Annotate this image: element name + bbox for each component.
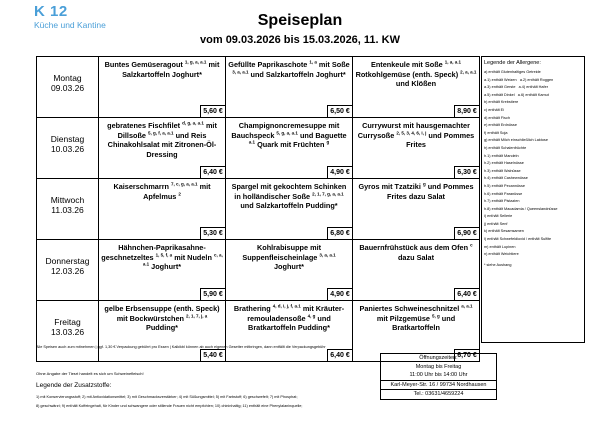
dish-text-part: Entenkeule mit Soße bbox=[370, 60, 443, 69]
dish-description bbox=[226, 240, 352, 272]
dish-text-part: mit Kräuter-remouladensoße bbox=[247, 304, 345, 323]
dish-text-part: Gefüllte Paprikaschote bbox=[228, 60, 308, 69]
allergen-row bbox=[484, 122, 582, 130]
dish-text-part: und Pommes Frites bbox=[406, 130, 475, 149]
allergen-item: k) enthält Sesamsamen bbox=[484, 229, 524, 234]
allergen-codes: d, g, a, a.1 bbox=[182, 120, 204, 126]
dish-price: 6,40 € bbox=[454, 288, 479, 300]
allergen-codes: 4, g bbox=[307, 313, 316, 319]
dish-text-part: und Bratkartoffeln bbox=[392, 313, 456, 332]
allergen-row bbox=[484, 145, 582, 153]
allergen-list bbox=[484, 69, 582, 259]
hours-address: Karl-Meyer-Str. 16 / 99734 Nordhausen bbox=[381, 380, 496, 391]
allergen-item: h.5) enthält Pecannüsse bbox=[484, 183, 525, 188]
dish-text-part: gebratenes Fischfilet bbox=[107, 121, 181, 130]
allergen-row bbox=[484, 191, 582, 199]
dish-price: 6,40 € bbox=[327, 349, 352, 361]
opening-hours-box bbox=[380, 353, 497, 400]
allergen-row bbox=[484, 228, 582, 236]
allergen-item: g) enthält Milch einschließlich Laktose bbox=[484, 138, 548, 143]
page-subtitle: vom 09.03.2026 bis 15.03.2026, 11. KW bbox=[200, 34, 400, 46]
allergen-codes: 2 bbox=[178, 191, 181, 197]
allergen-item: h.6) enthält Paranüsse bbox=[484, 191, 523, 196]
day-cell bbox=[37, 118, 99, 179]
dish-text-part: Champignoncremesuppe mit Bauchspeck bbox=[231, 121, 340, 140]
dish-text-part: Gyros mit Tzatziki bbox=[358, 182, 421, 191]
allergen-item: h.8) enthält Macadamia / Queenslandnüsse bbox=[484, 206, 558, 211]
allergen-row bbox=[484, 137, 582, 145]
allergen-item: l) enthält Schwefeldioxid / enthält Sulfite bbox=[484, 237, 552, 242]
allergen-item: b) enthält Krebstiere bbox=[484, 100, 519, 105]
allergen-item: h) enthält Schalenfrüchte bbox=[484, 145, 527, 150]
allergen-row bbox=[484, 69, 582, 77]
dish-text-part: Brathering bbox=[233, 304, 271, 313]
allergen-row bbox=[484, 107, 582, 115]
day-name: Freitag bbox=[54, 317, 81, 327]
additives-line-1: 1) mit Konservierungsstoff; 2) mit Antioxidationsmittel; 3) mit Geschmacksverstärker; 4) mit Süßungsmittel; 5) mit Farbstoff; 6) geschwefelt; 7) mit Phosphat; bbox=[36, 395, 298, 399]
dish-description bbox=[99, 301, 225, 333]
dish-description bbox=[226, 301, 352, 333]
allergen-codes: 5, g, a, a.1 bbox=[276, 130, 298, 136]
allergen-codes: 1, a, a.1 bbox=[444, 59, 462, 65]
dish-cell bbox=[99, 118, 226, 179]
dish-price: 6,80 € bbox=[327, 227, 352, 239]
allergen-note: * siehe Aushang bbox=[484, 262, 512, 267]
allergen-item: d) enthält Fisch bbox=[484, 115, 510, 120]
dish-cell bbox=[353, 118, 480, 179]
allergen-codes: 4, d, i, j, f, a.1 bbox=[272, 303, 301, 309]
allergen-row bbox=[484, 236, 582, 244]
hours-time: 11:00 Uhr bis 14:00 Uhr bbox=[409, 372, 468, 379]
day-cell bbox=[37, 179, 99, 240]
allergen-item: e) enthält Erdnüsse bbox=[484, 123, 517, 128]
allergen-codes: g bbox=[422, 181, 426, 187]
dish-text-part: und Baguette bbox=[299, 130, 347, 140]
dish-price: 4,90 € bbox=[327, 166, 352, 178]
allergen-legend bbox=[481, 56, 585, 343]
allergen-codes: 1, 5, f, a bbox=[155, 252, 173, 258]
allergen-row bbox=[484, 130, 582, 138]
allergen-item: h.4) enthält Cashewnüsse bbox=[484, 176, 528, 181]
dish-text-part: Buntes Gemüseragout bbox=[104, 60, 183, 69]
allergen-codes: a, a.1 bbox=[461, 303, 473, 309]
hours-title: Öffnungszeiten: bbox=[419, 355, 458, 361]
dish-text-part: mit Dillsoße bbox=[117, 121, 217, 140]
dish-description bbox=[353, 118, 479, 150]
day-cell bbox=[37, 301, 99, 362]
dish-price: 5,60 € bbox=[200, 105, 225, 117]
dish-text-part: mit Pilzgemüse bbox=[376, 313, 430, 323]
day-date: 11.03.26 bbox=[51, 205, 84, 215]
dish-cell bbox=[353, 179, 480, 240]
allergen-legend-title: Legende der Allergene: bbox=[484, 60, 541, 66]
day-date: 13.03.26 bbox=[50, 327, 85, 337]
allergen-row bbox=[484, 115, 582, 123]
allergen-row bbox=[484, 160, 582, 168]
allergen-item: h.1) enthält Mandeln bbox=[484, 153, 519, 158]
dish-text-part: mit Salzkartoffeln Joghurt* bbox=[122, 60, 220, 79]
dish-cell bbox=[353, 240, 480, 301]
day-cell bbox=[37, 57, 99, 118]
allergen-item: a.4) enthält Hafer bbox=[518, 85, 548, 90]
dish-price: 5,90 € bbox=[200, 288, 225, 300]
allergen-item: f) enthält Soja bbox=[484, 130, 508, 135]
dish-cell bbox=[226, 240, 353, 301]
dish-price: 5,30 € bbox=[200, 227, 225, 239]
allergen-codes: 5, g bbox=[431, 313, 440, 319]
day-cell bbox=[37, 240, 99, 301]
dish-cell bbox=[99, 301, 226, 362]
dish-description bbox=[226, 118, 352, 150]
dish-description bbox=[353, 57, 479, 89]
logo-mark: K 12 bbox=[34, 3, 68, 20]
day-name: Donnerstag bbox=[45, 256, 90, 266]
dish-text-part: Bauernfrühstück aus dem Ofen bbox=[359, 243, 469, 252]
allergen-row bbox=[484, 168, 582, 176]
dish-cell bbox=[226, 118, 353, 179]
dish-price: 6,40 € bbox=[200, 166, 225, 178]
menu-row bbox=[37, 118, 480, 179]
allergen-row bbox=[484, 153, 582, 161]
dish-price: 6,50 € bbox=[327, 105, 352, 117]
dish-text-part: und Salzkartoffeln Pudding* bbox=[240, 201, 338, 210]
allergen-item: c) enthält Ei bbox=[484, 107, 505, 112]
allergen-codes: 7, c, g, a, a.1 bbox=[171, 181, 198, 187]
dish-text-part: Spargel mit gekochtem Schinken in holländischer Soße bbox=[231, 182, 347, 201]
additives-line-2: 8) geschwärzt; 9) enthält Koffeingehalt, für Kinder und schwangere oder stillende Frauen nicht empfohlen; 10) chininhaltig; 11) enthält eine Phenylalaninquelle; bbox=[36, 404, 303, 408]
dish-description bbox=[99, 57, 225, 79]
dish-text-part: Joghurt* bbox=[151, 262, 182, 271]
allergen-row bbox=[484, 99, 582, 107]
allergen-item: n) enthält Weichtiere bbox=[484, 252, 519, 257]
dish-price: 8,90 € bbox=[454, 105, 479, 117]
allergen-item: a.6) enthält Kamut bbox=[517, 92, 549, 97]
dish-description bbox=[353, 179, 479, 201]
allergen-codes: 1, g, a, a.1 bbox=[184, 59, 207, 65]
allergen-codes: c, a, a.1 bbox=[142, 252, 223, 267]
dish-price: 6,90 € bbox=[454, 227, 479, 239]
dish-text-part: und Reis Chinakohlsalat mit Zitronen-Öl-Dressing bbox=[107, 130, 217, 159]
dish-cell bbox=[99, 240, 226, 301]
dish-description bbox=[99, 240, 225, 272]
dish-cell bbox=[226, 57, 353, 118]
allergen-row bbox=[484, 244, 582, 252]
allergen-codes: 3, a, a.1 bbox=[319, 252, 336, 258]
allergen-row bbox=[484, 251, 582, 259]
allergen-codes: 2, 5, 3, 4, 6, i, j bbox=[396, 130, 427, 136]
allergen-codes: c bbox=[470, 242, 473, 248]
dish-description bbox=[353, 301, 479, 333]
dish-price: 5,40 € bbox=[200, 349, 225, 361]
dish-description bbox=[226, 57, 352, 79]
dish-description bbox=[99, 118, 225, 159]
allergen-row bbox=[484, 221, 582, 229]
dish-cell bbox=[99, 179, 226, 240]
logo-subtitle: Küche und Kantine bbox=[34, 20, 106, 30]
meat-note: Ohne Angabe der Tiesrt handelt es sich um Schweinefleisch! bbox=[36, 371, 144, 376]
allergen-item: m) enthält Lupinen bbox=[484, 244, 516, 249]
allergen-item: a.2) enthält Roggen bbox=[519, 77, 554, 82]
allergen-item: i) enthält Sellerie bbox=[484, 214, 513, 219]
dish-text-part: Quark mit Früchten bbox=[257, 140, 325, 149]
dish-text-part: dazu Salat bbox=[397, 252, 435, 262]
hours-phone: Tel.: 03631/4659224 bbox=[413, 391, 464, 398]
dish-text-part: Kaiserschmarrn bbox=[113, 182, 170, 191]
dish-cell bbox=[226, 301, 353, 362]
allergen-item: h.3) enthält Walnüsse bbox=[484, 168, 521, 173]
allergen-codes: 2, 1, 7, j, a bbox=[186, 313, 208, 319]
dish-cell bbox=[226, 179, 353, 240]
dish-text-part: Hähnchen-Paprikasahne-geschnetzeltes bbox=[101, 243, 206, 262]
allergen-codes: 5, g, f, a, a.1 bbox=[148, 130, 174, 136]
allergen-item: a.3) enthält Gerste bbox=[484, 85, 516, 90]
dish-price: 6,30 € bbox=[454, 166, 479, 178]
dish-text-part: Paniertes Schweineschnitzel bbox=[359, 304, 460, 313]
takeaway-footnote: Alle Speisen auch zum mitnehmen | ggf. 1,30 € Verpackung gebührt pro Essen | Kalkikbl können ab auch eigenen Gesetter mitbringen, dann entfällt die Verpackungsgebühr bbox=[36, 345, 326, 349]
dish-text-part: Kohlrabisuppe mit Suppenfleischeinlage bbox=[242, 243, 322, 262]
dish-text-part: und Klößen bbox=[395, 79, 437, 88]
allergen-item: h.7) enthält Pistazien bbox=[484, 199, 520, 204]
allergen-row bbox=[484, 175, 582, 183]
dish-text-part: mit Soße bbox=[318, 60, 350, 69]
dish-text-part: Rotkohlgemüse (enth. Speck) bbox=[355, 69, 459, 79]
dish-cell bbox=[353, 57, 480, 118]
menu-table bbox=[36, 56, 480, 362]
allergen-row bbox=[484, 92, 582, 100]
dish-description bbox=[99, 179, 225, 201]
allergen-item: a) enthält Glutenhaltiges Getreide bbox=[484, 70, 541, 74]
allergen-item: j) enthält Senf bbox=[484, 221, 508, 226]
dish-description bbox=[353, 240, 479, 262]
allergen-item: h.2) enthält Haselnüsse bbox=[484, 161, 524, 166]
dish-text-part: und Bratkartoffeln Pudding* bbox=[248, 313, 331, 332]
dish-text-part: mit Nudeln bbox=[174, 252, 212, 262]
day-name: Mittwoch bbox=[50, 195, 85, 205]
menu-row bbox=[37, 240, 480, 301]
page-title: Speiseplan bbox=[257, 12, 343, 29]
allergen-row bbox=[484, 213, 582, 221]
day-name: Montag bbox=[53, 73, 82, 83]
menu-row bbox=[37, 179, 480, 240]
menu-row bbox=[37, 57, 480, 118]
dish-text-part: gelbe Erbsensuppe (enth. Speck) mit Bockwürstchen bbox=[104, 304, 220, 323]
additives-legend-title: Legende der Zusatzstoffe: bbox=[36, 382, 112, 389]
allergen-codes: 2, a, a.1 bbox=[460, 69, 477, 75]
allergen-codes: 3, a, a.1 bbox=[232, 69, 249, 75]
allergen-codes: g bbox=[326, 139, 330, 145]
allergen-row bbox=[484, 84, 582, 92]
allergen-item: a.5) enthält Dinkel bbox=[484, 92, 515, 97]
day-name: Dienstag bbox=[50, 134, 85, 144]
allergen-row bbox=[484, 198, 582, 206]
allergen-row bbox=[484, 206, 582, 214]
dish-description bbox=[226, 179, 352, 211]
day-date: 09.03.26 bbox=[50, 83, 85, 93]
dish-text-part: Pudding* bbox=[145, 323, 179, 332]
dish-text-part: Joghurt* bbox=[274, 262, 304, 271]
day-date: 12.03.26 bbox=[50, 266, 85, 276]
allergen-codes: 2, 1, 7, g, a, a.1 bbox=[312, 191, 344, 197]
allergen-row bbox=[484, 77, 582, 85]
day-date: 10.03.26 bbox=[50, 144, 85, 154]
allergen-codes: a.1 bbox=[248, 139, 256, 145]
dish-text-part: und Salzkartoffeln Joghurt* bbox=[250, 69, 346, 79]
dish-price: 4,90 € bbox=[327, 288, 352, 300]
dish-cell bbox=[99, 57, 226, 118]
dish-text-part: mit Apfelmus bbox=[143, 182, 211, 201]
allergen-row bbox=[484, 183, 582, 191]
dish-price: 6,70 € bbox=[454, 349, 479, 361]
allergen-item: a.1) enthält Weizen bbox=[484, 77, 517, 82]
hours-days: Montag bis Freitag bbox=[415, 363, 462, 370]
dish-text-part: und Pommes Frites dazu Salat bbox=[387, 182, 474, 201]
dish-text-part: Currywurst mit hausgemachter Currysoße bbox=[357, 121, 470, 140]
allergen-codes: 1, a bbox=[309, 59, 317, 65]
